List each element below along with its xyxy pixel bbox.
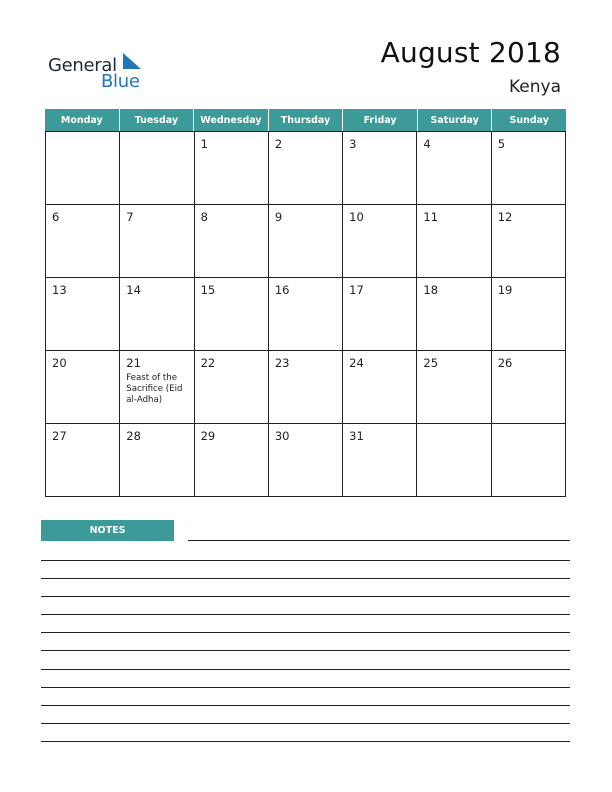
weekday-header-monday: Monday: [45, 109, 120, 131]
calendar-week-row: [46, 424, 566, 497]
day-number: 1: [200, 137, 208, 151]
day-cell-15[interactable]: [195, 278, 269, 350]
day-cell-29[interactable]: [195, 424, 269, 496]
day-cell-25[interactable]: [417, 351, 491, 423]
day-number: 30: [274, 429, 290, 443]
day-cell-7[interactable]: [120, 205, 194, 277]
day-cell-8[interactable]: [195, 205, 269, 277]
day-number: 16: [274, 283, 290, 297]
day-number: 15: [200, 283, 216, 297]
weekday-header-row: [45, 109, 566, 131]
day-cell-10[interactable]: [343, 205, 417, 277]
weekday-header-sunday: Sunday: [509, 114, 549, 126]
country-name: Kenya: [508, 77, 561, 97]
notes-line[interactable]: [41, 596, 570, 597]
day-cell-23[interactable]: [269, 351, 343, 423]
day-cell-9[interactable]: [269, 205, 343, 277]
notes-line[interactable]: [41, 650, 570, 651]
day-cell-6[interactable]: [46, 205, 120, 277]
day-number: 29: [200, 429, 216, 443]
day-number: 12: [497, 210, 513, 224]
notes-label: NOTES: [41, 520, 174, 541]
generalblue-logo: [48, 52, 158, 92]
day-number: 6: [52, 210, 60, 224]
day-number: 26: [497, 356, 513, 370]
day-number: 2: [274, 137, 283, 151]
calendar-week-row: [46, 205, 566, 278]
day-cell-26[interactable]: [492, 351, 566, 423]
day-number: 27: [52, 429, 67, 443]
day-cell-13[interactable]: [46, 278, 120, 350]
notes-line[interactable]: [188, 540, 570, 541]
calendar-week-row: [46, 132, 566, 205]
day-cell-21[interactable]: [120, 351, 194, 423]
logo-text-blue: Blue: [101, 71, 140, 92]
day-number: 9: [274, 210, 283, 224]
day-number: 17: [349, 283, 364, 297]
day-number: 13: [52, 283, 67, 297]
day-number: 5: [497, 137, 506, 151]
day-number: 31: [349, 429, 364, 443]
day-number: 24: [349, 356, 364, 370]
day-cell-24[interactable]: [343, 351, 417, 423]
empty-day-cell[interactable]: [120, 132, 194, 204]
day-cell-27[interactable]: [46, 424, 120, 496]
day-number: 28: [126, 429, 141, 443]
day-number: 20: [52, 356, 67, 370]
day-cell-18[interactable]: [417, 278, 491, 350]
logo-text-general: General: [48, 55, 117, 76]
empty-day-cell[interactable]: [46, 132, 120, 204]
day-number: 14: [126, 283, 141, 297]
day-number: 18: [423, 283, 439, 297]
holiday-event: Feast of the Sacrifice (Eid al-Adha): [126, 373, 183, 405]
day-cell-3[interactable]: [343, 132, 417, 204]
notes-line[interactable]: [41, 578, 570, 579]
notes-line[interactable]: [41, 705, 570, 706]
day-number: 11: [423, 210, 439, 224]
notes-line[interactable]: [41, 669, 570, 670]
day-cell-22[interactable]: [195, 351, 269, 423]
day-number: 21: [126, 356, 141, 370]
weekday-header-thursday: Thursday: [269, 109, 344, 131]
logo-flag-icon: [122, 52, 142, 72]
day-cell-1[interactable]: [195, 132, 269, 204]
weekday-header-tuesday: Tuesday: [120, 109, 195, 131]
day-number: 8: [200, 210, 208, 224]
notes-line[interactable]: [41, 741, 570, 742]
day-cell-28[interactable]: [120, 424, 194, 496]
notes-line[interactable]: [41, 632, 570, 633]
day-number: 7: [126, 210, 134, 224]
day-cell-14[interactable]: [120, 278, 194, 350]
day-cell-5[interactable]: [492, 132, 566, 204]
day-number: 23: [274, 356, 290, 370]
day-number: 4: [423, 137, 431, 151]
empty-day-cell[interactable]: [417, 424, 491, 496]
weekday-header-saturday: Saturday: [418, 109, 493, 131]
calendar-week-row: [46, 278, 566, 351]
day-cell-17[interactable]: [343, 278, 417, 350]
notes-line[interactable]: [41, 687, 570, 688]
day-cell-11[interactable]: [417, 205, 491, 277]
empty-day-cell[interactable]: [492, 424, 566, 496]
day-cell-12[interactable]: [492, 205, 566, 277]
day-number: 3: [349, 137, 357, 151]
weekday-header-friday: Friday: [343, 109, 418, 131]
day-number: 25: [423, 356, 439, 370]
calendar-week-row: [46, 351, 566, 424]
notes-line[interactable]: [41, 560, 570, 561]
calendar-grid: [45, 109, 566, 498]
weekday-header-wednesday: Wednesday: [194, 109, 269, 131]
day-cell-2[interactable]: [269, 132, 343, 204]
day-number: 19: [497, 283, 513, 297]
day-cell-20[interactable]: [46, 351, 120, 423]
day-cell-16[interactable]: [269, 278, 343, 350]
day-number: 22: [200, 356, 216, 370]
month-year-title: August 2018: [380, 36, 561, 69]
day-number: 10: [349, 210, 364, 224]
day-cell-30[interactable]: [269, 424, 343, 496]
day-cell-31[interactable]: [343, 424, 417, 496]
notes-line[interactable]: [41, 723, 570, 724]
day-cell-4[interactable]: [417, 132, 491, 204]
notes-line[interactable]: [41, 614, 570, 615]
calendar-body: [45, 131, 566, 497]
day-cell-19[interactable]: [492, 278, 566, 350]
